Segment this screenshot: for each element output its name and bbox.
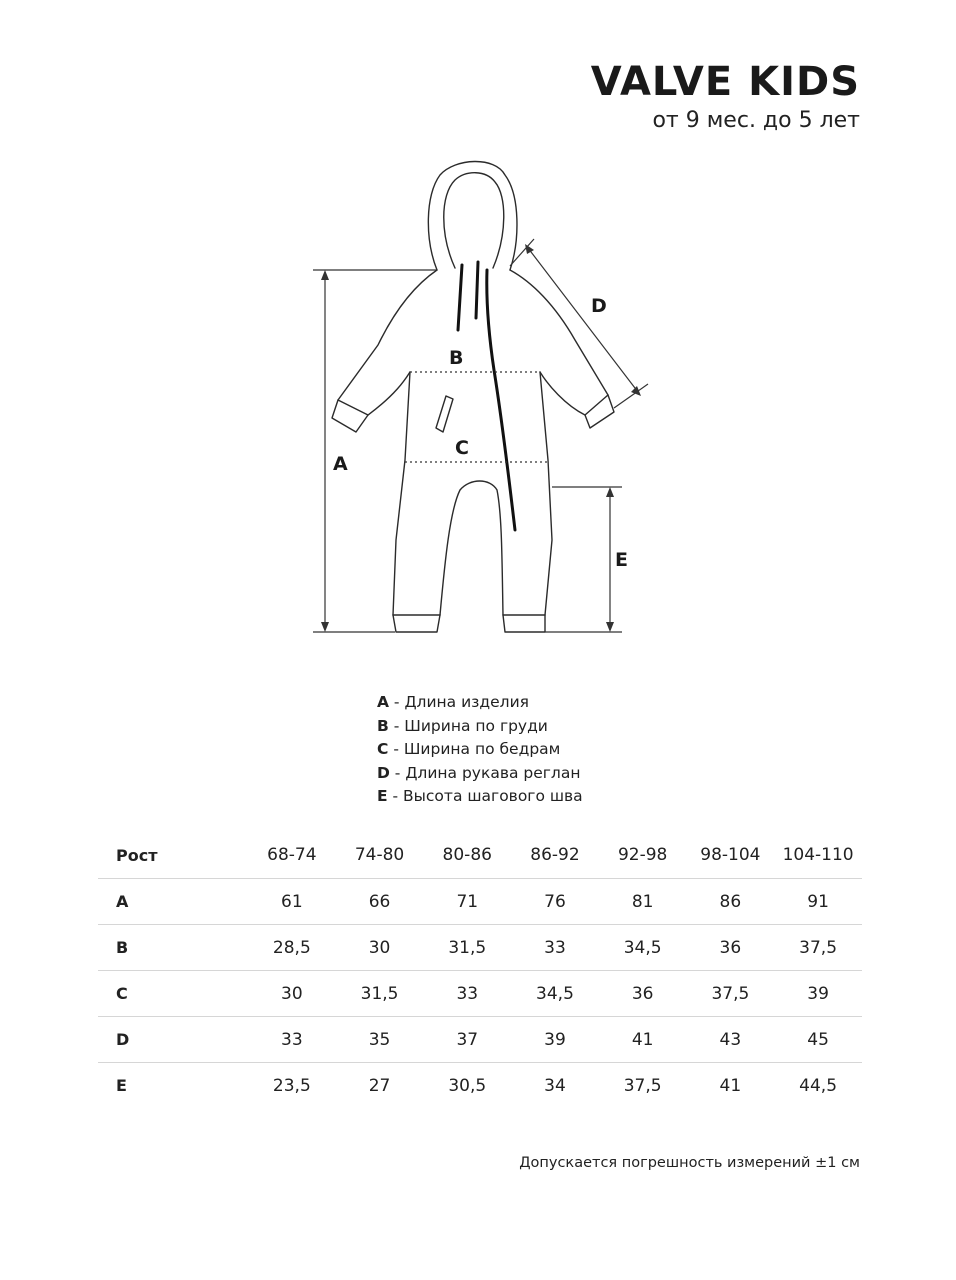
- jumpsuit-outline: [332, 161, 614, 632]
- table-cell: 91: [774, 879, 862, 925]
- table-cell: 31,5: [423, 925, 511, 971]
- row-label: D: [98, 1017, 248, 1063]
- table-cell: 43: [687, 1017, 775, 1063]
- measurement-tolerance-note: Допускается погрешность измерений ±1 см: [519, 1155, 860, 1171]
- table-cell: 36: [599, 971, 687, 1017]
- table-cell: 36: [687, 925, 775, 971]
- row-label: C: [98, 971, 248, 1017]
- legend-key: A: [377, 693, 389, 711]
- table-cell: 37: [423, 1017, 511, 1063]
- measurement-legend: [377, 691, 583, 809]
- table-cell: 39: [511, 1017, 599, 1063]
- size-header: 104-110: [774, 832, 862, 879]
- table-row: [98, 925, 862, 971]
- table-cell: 81: [599, 879, 687, 925]
- brand-title: VALVE KIDS: [590, 59, 860, 105]
- legend-key: E: [377, 787, 388, 805]
- table-cell: 76: [511, 879, 599, 925]
- legend-item: [377, 738, 583, 762]
- size-chart-table: [98, 832, 862, 1108]
- table-cell: 27: [368, 1075, 391, 1096]
- table-cell: 86: [687, 879, 775, 925]
- label-b: B: [449, 347, 464, 369]
- label-a: A: [333, 453, 348, 475]
- table-row: [98, 971, 862, 1017]
- table-cell: 41: [599, 1017, 687, 1063]
- legend-item: [377, 785, 583, 809]
- table-cell: 71: [423, 879, 511, 925]
- legend-text: - Длина рукава реглан: [389, 763, 581, 782]
- row-label: B: [98, 925, 248, 971]
- size-header: 86-92: [511, 832, 599, 879]
- table-cell: 31,5: [336, 971, 424, 1017]
- table-cell: 45: [774, 1017, 862, 1063]
- table-row: [98, 1017, 862, 1063]
- row-label: E: [116, 1076, 127, 1095]
- table-cell: 33: [248, 1017, 336, 1063]
- table-cell: 35: [336, 1017, 424, 1063]
- table-cell: 39: [774, 971, 862, 1017]
- table-cell: 23,5: [272, 1075, 311, 1096]
- legend-key: B: [377, 716, 389, 735]
- table-cell: 37,5: [687, 971, 775, 1017]
- length-dimension: [313, 270, 437, 632]
- legend-item: [377, 715, 583, 739]
- legend-key: D: [377, 763, 390, 782]
- legend-item: [377, 762, 583, 786]
- table-cell: 34: [544, 1075, 566, 1096]
- table-cell: 66: [336, 879, 424, 925]
- age-range: от 9 мес. до 5 лет: [652, 108, 860, 133]
- table-cell: 33: [511, 925, 599, 971]
- table-cell: 37,5: [774, 925, 862, 971]
- drawstrings: [458, 262, 478, 330]
- label-d: D: [591, 295, 607, 317]
- legend-text: - Ширина по бедрам: [388, 740, 561, 758]
- label-e: E: [615, 549, 628, 571]
- zipper: [487, 270, 515, 530]
- table-cell: 34,5: [599, 925, 687, 971]
- sleeve-dimension: [510, 239, 648, 408]
- table-cell: 30: [336, 925, 424, 971]
- row-label: A: [98, 879, 248, 925]
- table-cell: 37,5: [623, 1075, 662, 1096]
- table-cell: 61: [248, 879, 336, 925]
- size-header: 98-104: [687, 832, 775, 879]
- size-header: 92-98: [599, 832, 687, 879]
- table-cell: 41: [719, 1075, 742, 1096]
- legend-text: - Высота шагового шва: [387, 787, 583, 805]
- label-c: C: [455, 437, 469, 459]
- inseam-dimension: [545, 487, 622, 632]
- table-cell: 34,5: [511, 971, 599, 1017]
- table-cell: 44,5: [799, 1075, 838, 1096]
- table-cell: 28,5: [248, 925, 336, 971]
- legend-text: - Длина изделия: [389, 693, 529, 711]
- size-header: 74-80: [336, 832, 424, 879]
- legend-key: C: [377, 740, 389, 758]
- table-row: [98, 879, 862, 925]
- table-cell: 30,5: [448, 1075, 487, 1096]
- table-cell: 30: [248, 971, 336, 1017]
- legend-text: - Ширина по груди: [388, 716, 548, 735]
- legend-item: [377, 691, 583, 715]
- size-header: 80-86: [423, 832, 511, 879]
- table-cell: 33: [423, 971, 511, 1017]
- height-header: Рост: [98, 832, 248, 879]
- table-row: [98, 1063, 862, 1109]
- table-header-row: [98, 832, 862, 879]
- size-header: 68-74: [248, 832, 336, 879]
